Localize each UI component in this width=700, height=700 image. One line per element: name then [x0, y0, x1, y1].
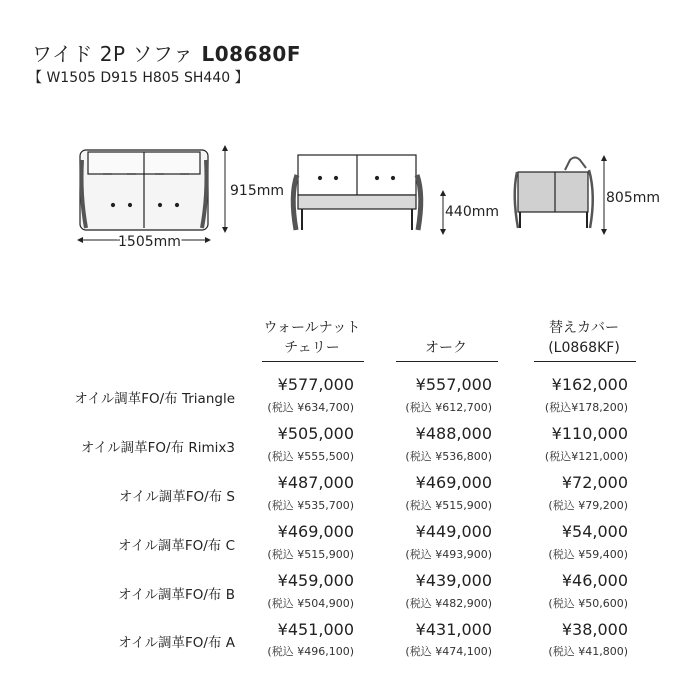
tax-cover: (税込 ¥59,400) [548, 548, 628, 561]
tax-cover: (税込 ¥50,600) [548, 597, 628, 610]
price-walnut: ¥459,000 [277, 571, 354, 590]
price-oak: ¥488,000 [415, 424, 492, 443]
tax-oak: (税込 ¥612,700) [405, 401, 492, 414]
price-oak: ¥439,000 [415, 571, 492, 590]
height-label: 805mm [606, 190, 660, 206]
tax-walnut: (税込 ¥535,700) [267, 499, 354, 512]
price-walnut: ¥577,000 [277, 375, 354, 394]
price-cover: ¥38,000 [561, 620, 628, 639]
tax-walnut: (税込 ¥504,900) [267, 597, 354, 610]
side-view-drawing [515, 155, 607, 235]
row-label-rimix3: オイル調革FO/布 Rimix3 [80, 440, 235, 456]
tax-walnut: (税込 ¥515,900) [267, 548, 354, 561]
tax-walnut: (税込 ¥496,100) [267, 645, 354, 658]
price-cover: ¥110,000 [551, 424, 628, 443]
price-cover: ¥162,000 [551, 375, 628, 394]
column-header-oak [396, 318, 496, 358]
column-header-line2: (L0868KF) [548, 340, 620, 356]
price-walnut: ¥505,000 [277, 424, 354, 443]
column-underline [262, 361, 364, 362]
column-header-cover [534, 318, 634, 358]
row-label-b: オイル調革FO/布 B [118, 587, 235, 603]
row-label-a: オイル調革FO/布 A [118, 635, 235, 651]
column-header-line2: オーク [425, 340, 467, 356]
price-cover: ¥72,000 [561, 473, 628, 492]
tax-oak: (税込 ¥515,900) [405, 499, 492, 512]
row-label-triangle: オイル調革FO/布 Triangle [74, 391, 235, 407]
product-dimensions: 【 W1505 D915 H805 SH440 】 [28, 70, 249, 86]
price-walnut: ¥469,000 [277, 522, 354, 541]
sofa-drawings [0, 0, 700, 290]
price-oak: ¥469,000 [415, 473, 492, 492]
seat-height-label: 440mm [445, 204, 499, 220]
tax-oak: (税込 ¥493,900) [405, 548, 492, 561]
tax-cover: (税込 ¥41,800) [548, 645, 628, 658]
front-view-drawing [293, 155, 446, 235]
product-name: ワイド 2P ソファ [32, 42, 194, 66]
price-oak: ¥557,000 [415, 375, 492, 394]
top-view-drawing [77, 145, 228, 243]
depth-label: 915mm [230, 183, 284, 199]
tax-oak: (税込 ¥474,100) [405, 645, 492, 658]
tax-cover: (税込¥178,200) [544, 401, 628, 414]
column-header-line1 [396, 318, 496, 338]
tax-walnut: (税込 ¥555,500) [267, 450, 354, 463]
tax-oak: (税込 ¥536,800) [405, 450, 492, 463]
price-oak: ¥431,000 [415, 620, 492, 639]
row-label-s: オイル調革FO/布 S [118, 489, 235, 505]
column-header-line2: チェリー [284, 340, 340, 356]
column-header-line1: ウォールナット [263, 320, 361, 336]
tax-cover: (税込¥121,000) [544, 450, 628, 463]
tax-walnut: (税込 ¥634,700) [267, 401, 354, 414]
width-label: 1505mm [118, 234, 181, 250]
column-underline [534, 361, 636, 362]
column-header-line1: 替えカバー [549, 320, 619, 336]
tax-cover: (税込 ¥79,200) [548, 499, 628, 512]
column-header-walnut-cherry [262, 318, 362, 358]
price-oak: ¥449,000 [415, 522, 492, 541]
price-cover: ¥46,000 [561, 571, 628, 590]
tax-oak: (税込 ¥482,900) [405, 597, 492, 610]
price-walnut: ¥451,000 [277, 620, 354, 639]
price-walnut: ¥487,000 [277, 473, 354, 492]
column-underline [396, 361, 498, 362]
product-model: L08680F [201, 42, 301, 66]
price-cover: ¥54,000 [561, 522, 628, 541]
row-label-c: オイル調革FO/布 C [118, 538, 235, 554]
